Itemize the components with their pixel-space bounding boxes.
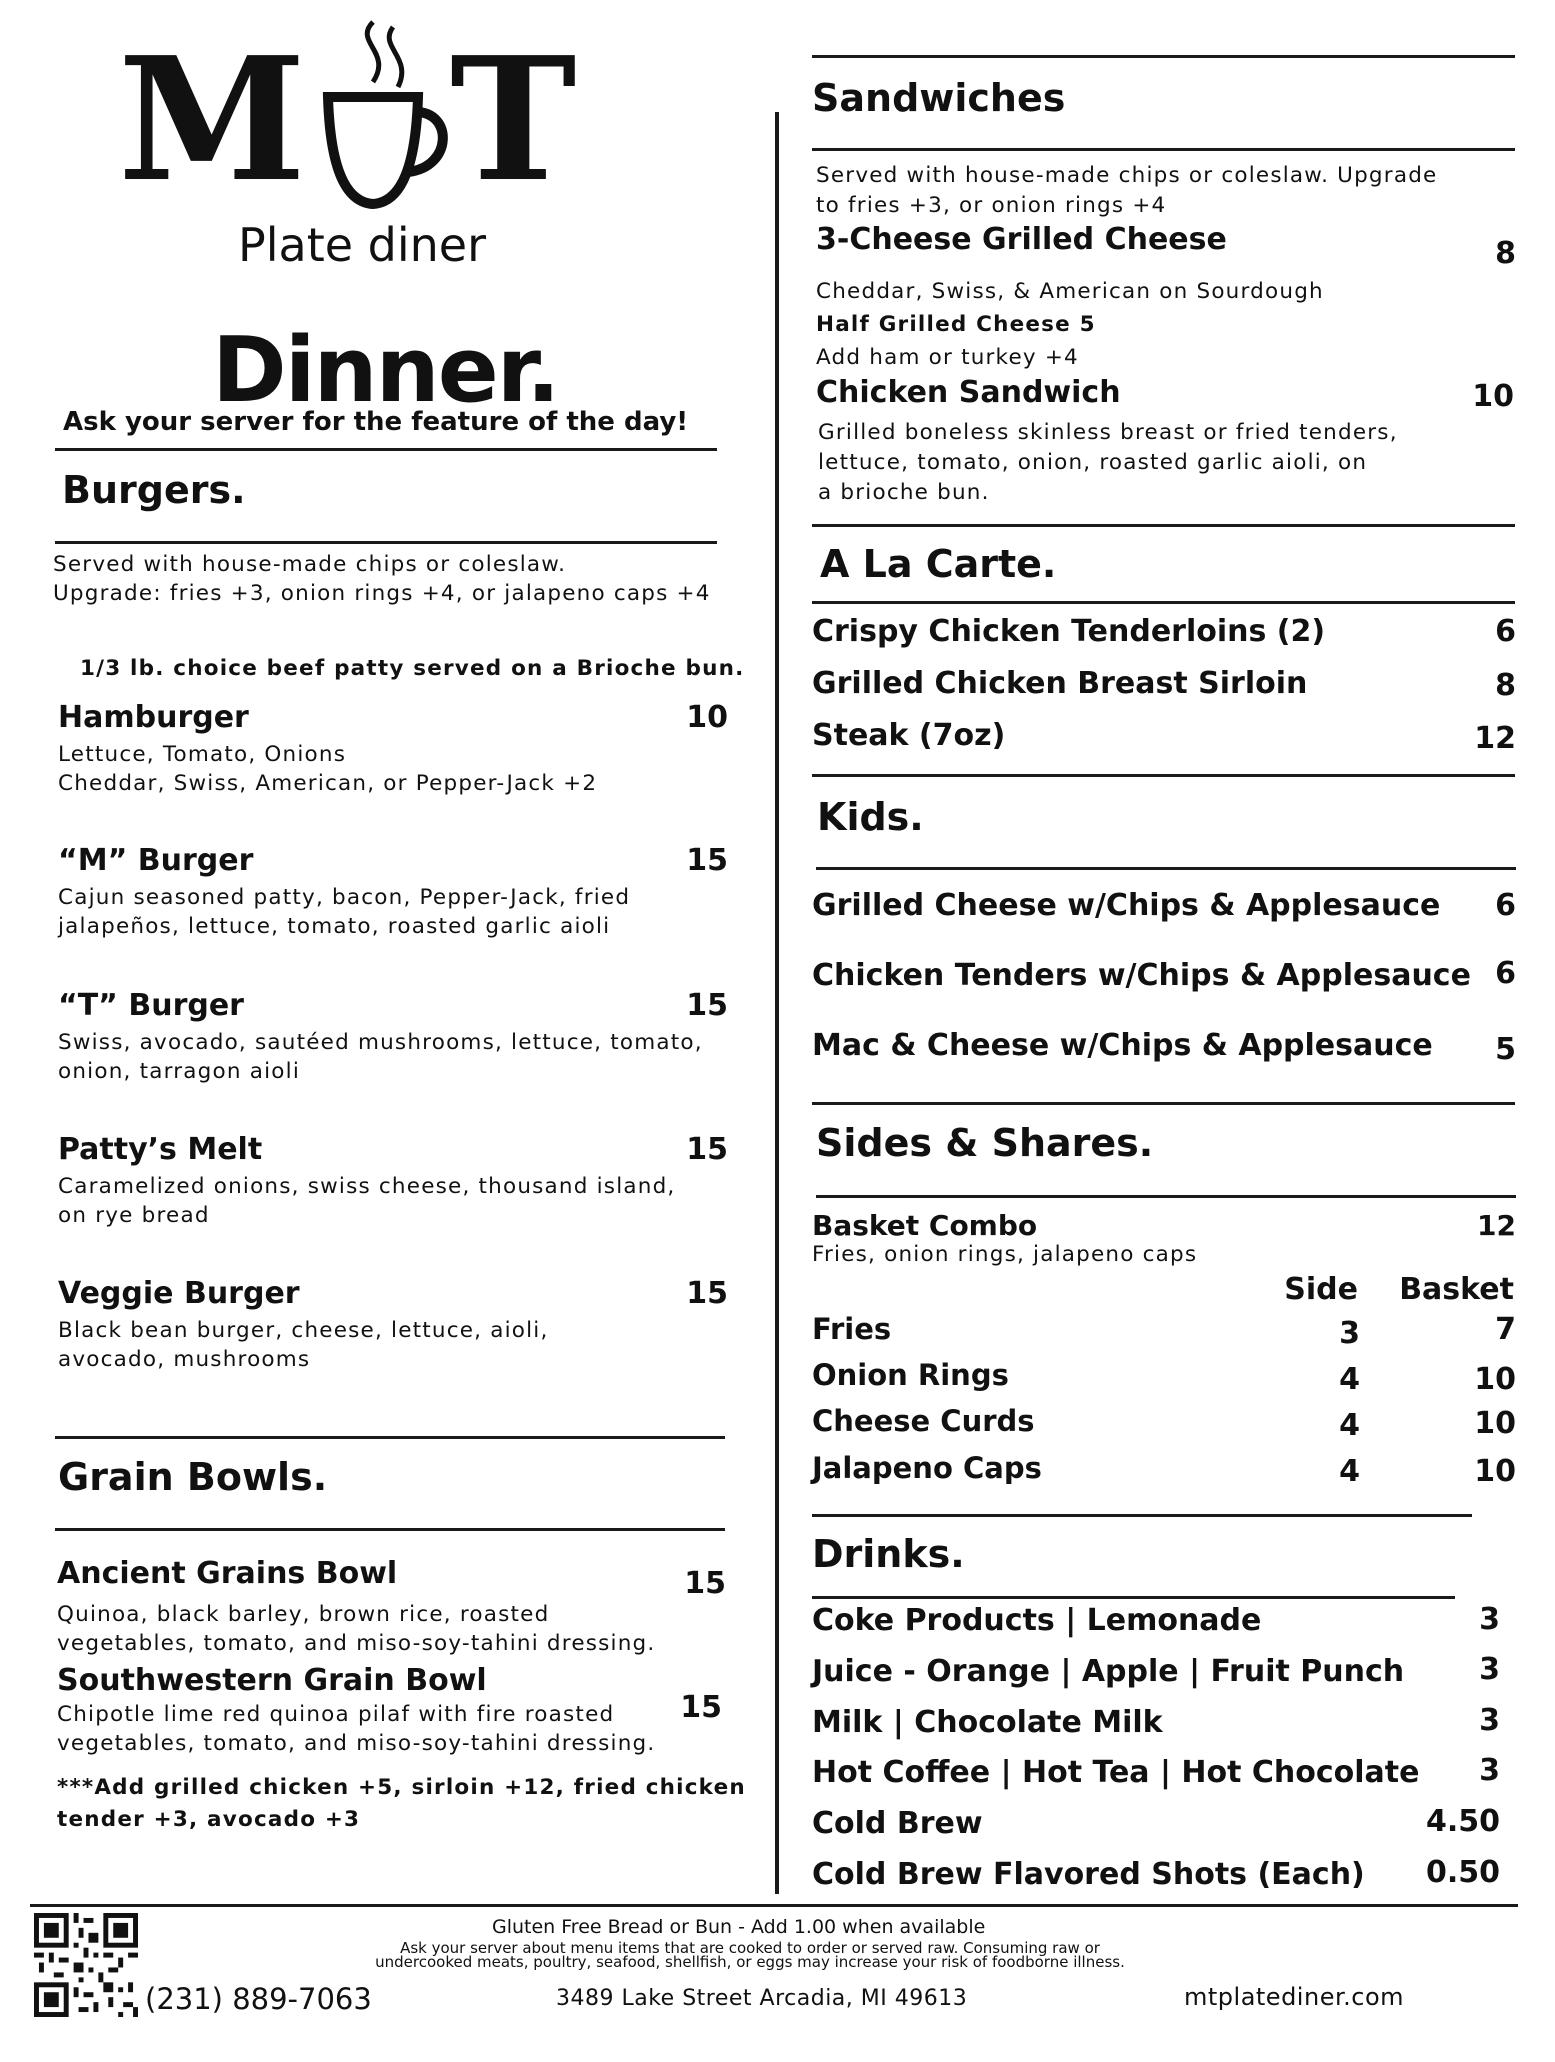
side-price: 4 <box>1339 1408 1360 1443</box>
item-desc: onion, tarragon aioli <box>58 1059 300 1084</box>
item-price: 3 <box>1479 1652 1500 1687</box>
section-title-a-la-carte: A La Carte. <box>820 542 1057 586</box>
item-price: 15 <box>686 1132 728 1167</box>
item-desc: jalapeños, lettuce, tomato, roasted garlic aioli <box>58 914 611 939</box>
column-divider <box>775 112 779 1894</box>
logo-subtitle: Plate diner <box>238 218 487 272</box>
item-desc: Swiss, avocado, sautéed mushrooms, lettuce, tomato, <box>58 1030 703 1055</box>
column-header-side: Side <box>1284 1272 1358 1307</box>
divider <box>816 867 1516 870</box>
item-price: 15 <box>684 1566 726 1601</box>
item-price: 10 <box>686 700 728 735</box>
divider <box>812 1102 1515 1105</box>
footer-divider <box>30 1904 1518 1907</box>
item-price: 3 <box>1479 1753 1500 1788</box>
item-name: Crispy Chicken Tenderloins (2) <box>812 614 1326 649</box>
item-name: “T” Burger <box>58 988 244 1023</box>
item-price: 10 <box>1472 379 1514 414</box>
item-desc: Lettuce, Tomato, Onions <box>58 742 347 767</box>
page-title: Dinner. <box>212 318 559 423</box>
phone-number[interactable]: (231) 889-7063 <box>145 1982 372 2016</box>
sandwiches-upgrade-note: to fries +3, or onion rings +4 <box>816 193 1167 218</box>
basket-price: 10 <box>1474 1406 1516 1441</box>
item-desc: Quinoa, black barley, brown rice, roasted <box>57 1602 550 1627</box>
item-name: Ancient Grains Bowl <box>57 1556 398 1591</box>
patty-note: 1/3 lb. choice beef patty served on a Brioche bun. <box>80 656 745 681</box>
food-advisory: undercooked meats, poultry, seafood, shellfish, or eggs may increase your risk of foodborne illness. <box>375 1953 1125 1971</box>
item-desc: Cajun seasoned patty, bacon, Pepper-Jack, fried <box>58 885 631 910</box>
item-name: Grilled Chicken Breast Sirloin <box>812 666 1308 701</box>
divider <box>55 1436 725 1439</box>
item-name: Grilled Cheese w/Chips & Applesauce <box>812 888 1441 923</box>
item-desc: Cheddar, Swiss, American, or Pepper-Jack +2 <box>58 771 598 796</box>
section-title-kids: Kids. <box>817 795 924 839</box>
item-price: 15 <box>686 988 728 1023</box>
logo-letter-m: M <box>118 20 303 220</box>
item-name: Hamburger <box>58 700 249 735</box>
section-title-burgers: Burgers. <box>62 468 246 512</box>
item-name: Chicken Tenders w/Chips & Applesauce <box>812 958 1471 993</box>
gluten-free-note: Gluten Free Bread or Bun - Add 1.00 when available <box>492 1916 986 1938</box>
side-price: 4 <box>1339 1362 1360 1397</box>
side-price: 4 <box>1339 1454 1360 1489</box>
item-desc: Cheddar, Swiss, & American on Sourdough <box>816 279 1324 304</box>
divider <box>812 601 1515 604</box>
item-name: Basket Combo <box>812 1209 1038 1242</box>
basket-price: 10 <box>1474 1454 1516 1489</box>
grain-bowls-addon: tender +3, avocado +3 <box>57 1807 361 1832</box>
burgers-note: Served with house-made chips or coleslaw. <box>53 552 567 577</box>
item-name: Fries <box>812 1312 892 1346</box>
item-name: Juice - Orange | Apple | Fruit Punch <box>812 1654 1405 1689</box>
grain-bowls-addon: ***Add grilled chicken +5, sirloin +12, fried chicken <box>57 1775 746 1800</box>
tagline: Ask your server for the feature of the day! <box>63 407 689 437</box>
item-price: 3 <box>1479 1703 1500 1738</box>
sandwiches-note: Served with house-made chips or coleslaw. Upgrade <box>816 163 1438 188</box>
item-name: 3-Cheese Grilled Cheese <box>816 222 1227 257</box>
basket-price: 10 <box>1474 1362 1516 1397</box>
item-desc: Grilled boneless skinless breast or fried tenders, <box>818 420 1398 445</box>
item-name: Cold Brew Flavored Shots (Each) <box>812 1857 1365 1892</box>
item-desc: avocado, mushrooms <box>58 1347 311 1372</box>
item-name: Hot Coffee | Hot Tea | Hot Chocolate <box>812 1755 1420 1790</box>
item-name: Jalapeno Caps <box>812 1451 1042 1485</box>
website-link[interactable]: mtplatediner.com <box>1184 1983 1405 2011</box>
item-name: Southwestern Grain Bowl <box>57 1663 487 1698</box>
section-title-grain-bowls: Grain Bowls. <box>58 1455 328 1499</box>
column-header-basket: Basket <box>1399 1272 1514 1307</box>
item-price: 15 <box>680 1690 722 1725</box>
coffee-cup-icon <box>318 12 458 212</box>
item-desc: lettuce, tomato, onion, roasted garlic aioli, on <box>818 450 1368 475</box>
item-price: 4.50 <box>1425 1804 1500 1839</box>
food-advisory: Ask your server about menu items that are cooked to order or served raw. Consuming raw or <box>400 1939 1100 1957</box>
address: 3489 Lake Street Arcadia, MI 49613 <box>556 1986 968 2011</box>
divider <box>812 1596 1455 1599</box>
item-price: 3 <box>1479 1602 1500 1637</box>
basket-price: 7 <box>1495 1312 1516 1347</box>
item-price: 12 <box>1474 721 1516 756</box>
section-title-sides: Sides & Shares. <box>816 1121 1154 1165</box>
item-name: Milk | Chocolate Milk <box>812 1705 1163 1740</box>
item-name: Chicken Sandwich <box>816 375 1121 410</box>
item-price: 0.50 <box>1425 1855 1500 1890</box>
burgers-upgrade-note: Upgrade: fries +3, onion rings +4, or jalapeno caps +4 <box>53 581 711 606</box>
item-desc: Fries, onion rings, jalapeno caps <box>812 1242 1198 1267</box>
item-price: 6 <box>1495 956 1516 991</box>
item-price: 8 <box>1495 236 1516 271</box>
item-name: Veggie Burger <box>58 1276 300 1311</box>
item-desc: Black bean burger, cheese, lettuce, aioli, <box>58 1318 549 1343</box>
item-desc: Chipotle lime red quinoa pilaf with fire roasted <box>57 1702 615 1727</box>
item-desc: Half Grilled Cheese 5 <box>816 312 1096 337</box>
section-title-sandwiches: Sandwiches <box>812 76 1066 120</box>
item-name: Cheese Curds <box>812 1404 1035 1438</box>
item-name: Coke Products | Lemonade <box>812 1603 1262 1638</box>
item-desc: vegetables, tomato, and miso-soy-tahini dressing. <box>57 1631 656 1656</box>
divider <box>812 524 1515 527</box>
item-price: 6 <box>1495 614 1516 649</box>
item-name: Steak (7oz) <box>812 718 1006 753</box>
side-price: 3 <box>1339 1316 1360 1351</box>
item-desc: on rye bread <box>58 1203 210 1228</box>
item-name: Cold Brew <box>812 1806 983 1841</box>
item-desc: vegetables, tomato, and miso-soy-tahini dressing. <box>57 1731 656 1756</box>
divider <box>812 148 1515 151</box>
item-price: 5 <box>1495 1032 1516 1067</box>
item-price: 15 <box>686 1276 728 1311</box>
divider <box>55 541 717 544</box>
qr-code-icon[interactable] <box>34 1913 138 2017</box>
item-name: “M” Burger <box>58 843 254 878</box>
item-price: 12 <box>1477 1209 1516 1242</box>
section-title-drinks: Drinks. <box>812 1532 965 1576</box>
logo-letter-t: T <box>450 20 573 220</box>
item-desc: Caramelized onions, swiss cheese, thousand island, <box>58 1174 676 1199</box>
item-desc: a brioche bun. <box>818 480 990 505</box>
divider <box>55 1528 725 1531</box>
divider <box>812 774 1515 777</box>
item-price: 6 <box>1495 888 1516 923</box>
item-desc: Add ham or turkey +4 <box>816 345 1079 370</box>
divider <box>55 448 717 451</box>
item-price: 8 <box>1495 668 1516 703</box>
divider <box>816 1195 1516 1198</box>
divider <box>812 1514 1472 1517</box>
divider <box>812 55 1515 58</box>
item-name: Patty’s Melt <box>58 1132 263 1167</box>
item-price: 15 <box>686 843 728 878</box>
item-name: Onion Rings <box>812 1358 1009 1392</box>
item-name: Mac & Cheese w/Chips & Applesauce <box>812 1028 1433 1063</box>
